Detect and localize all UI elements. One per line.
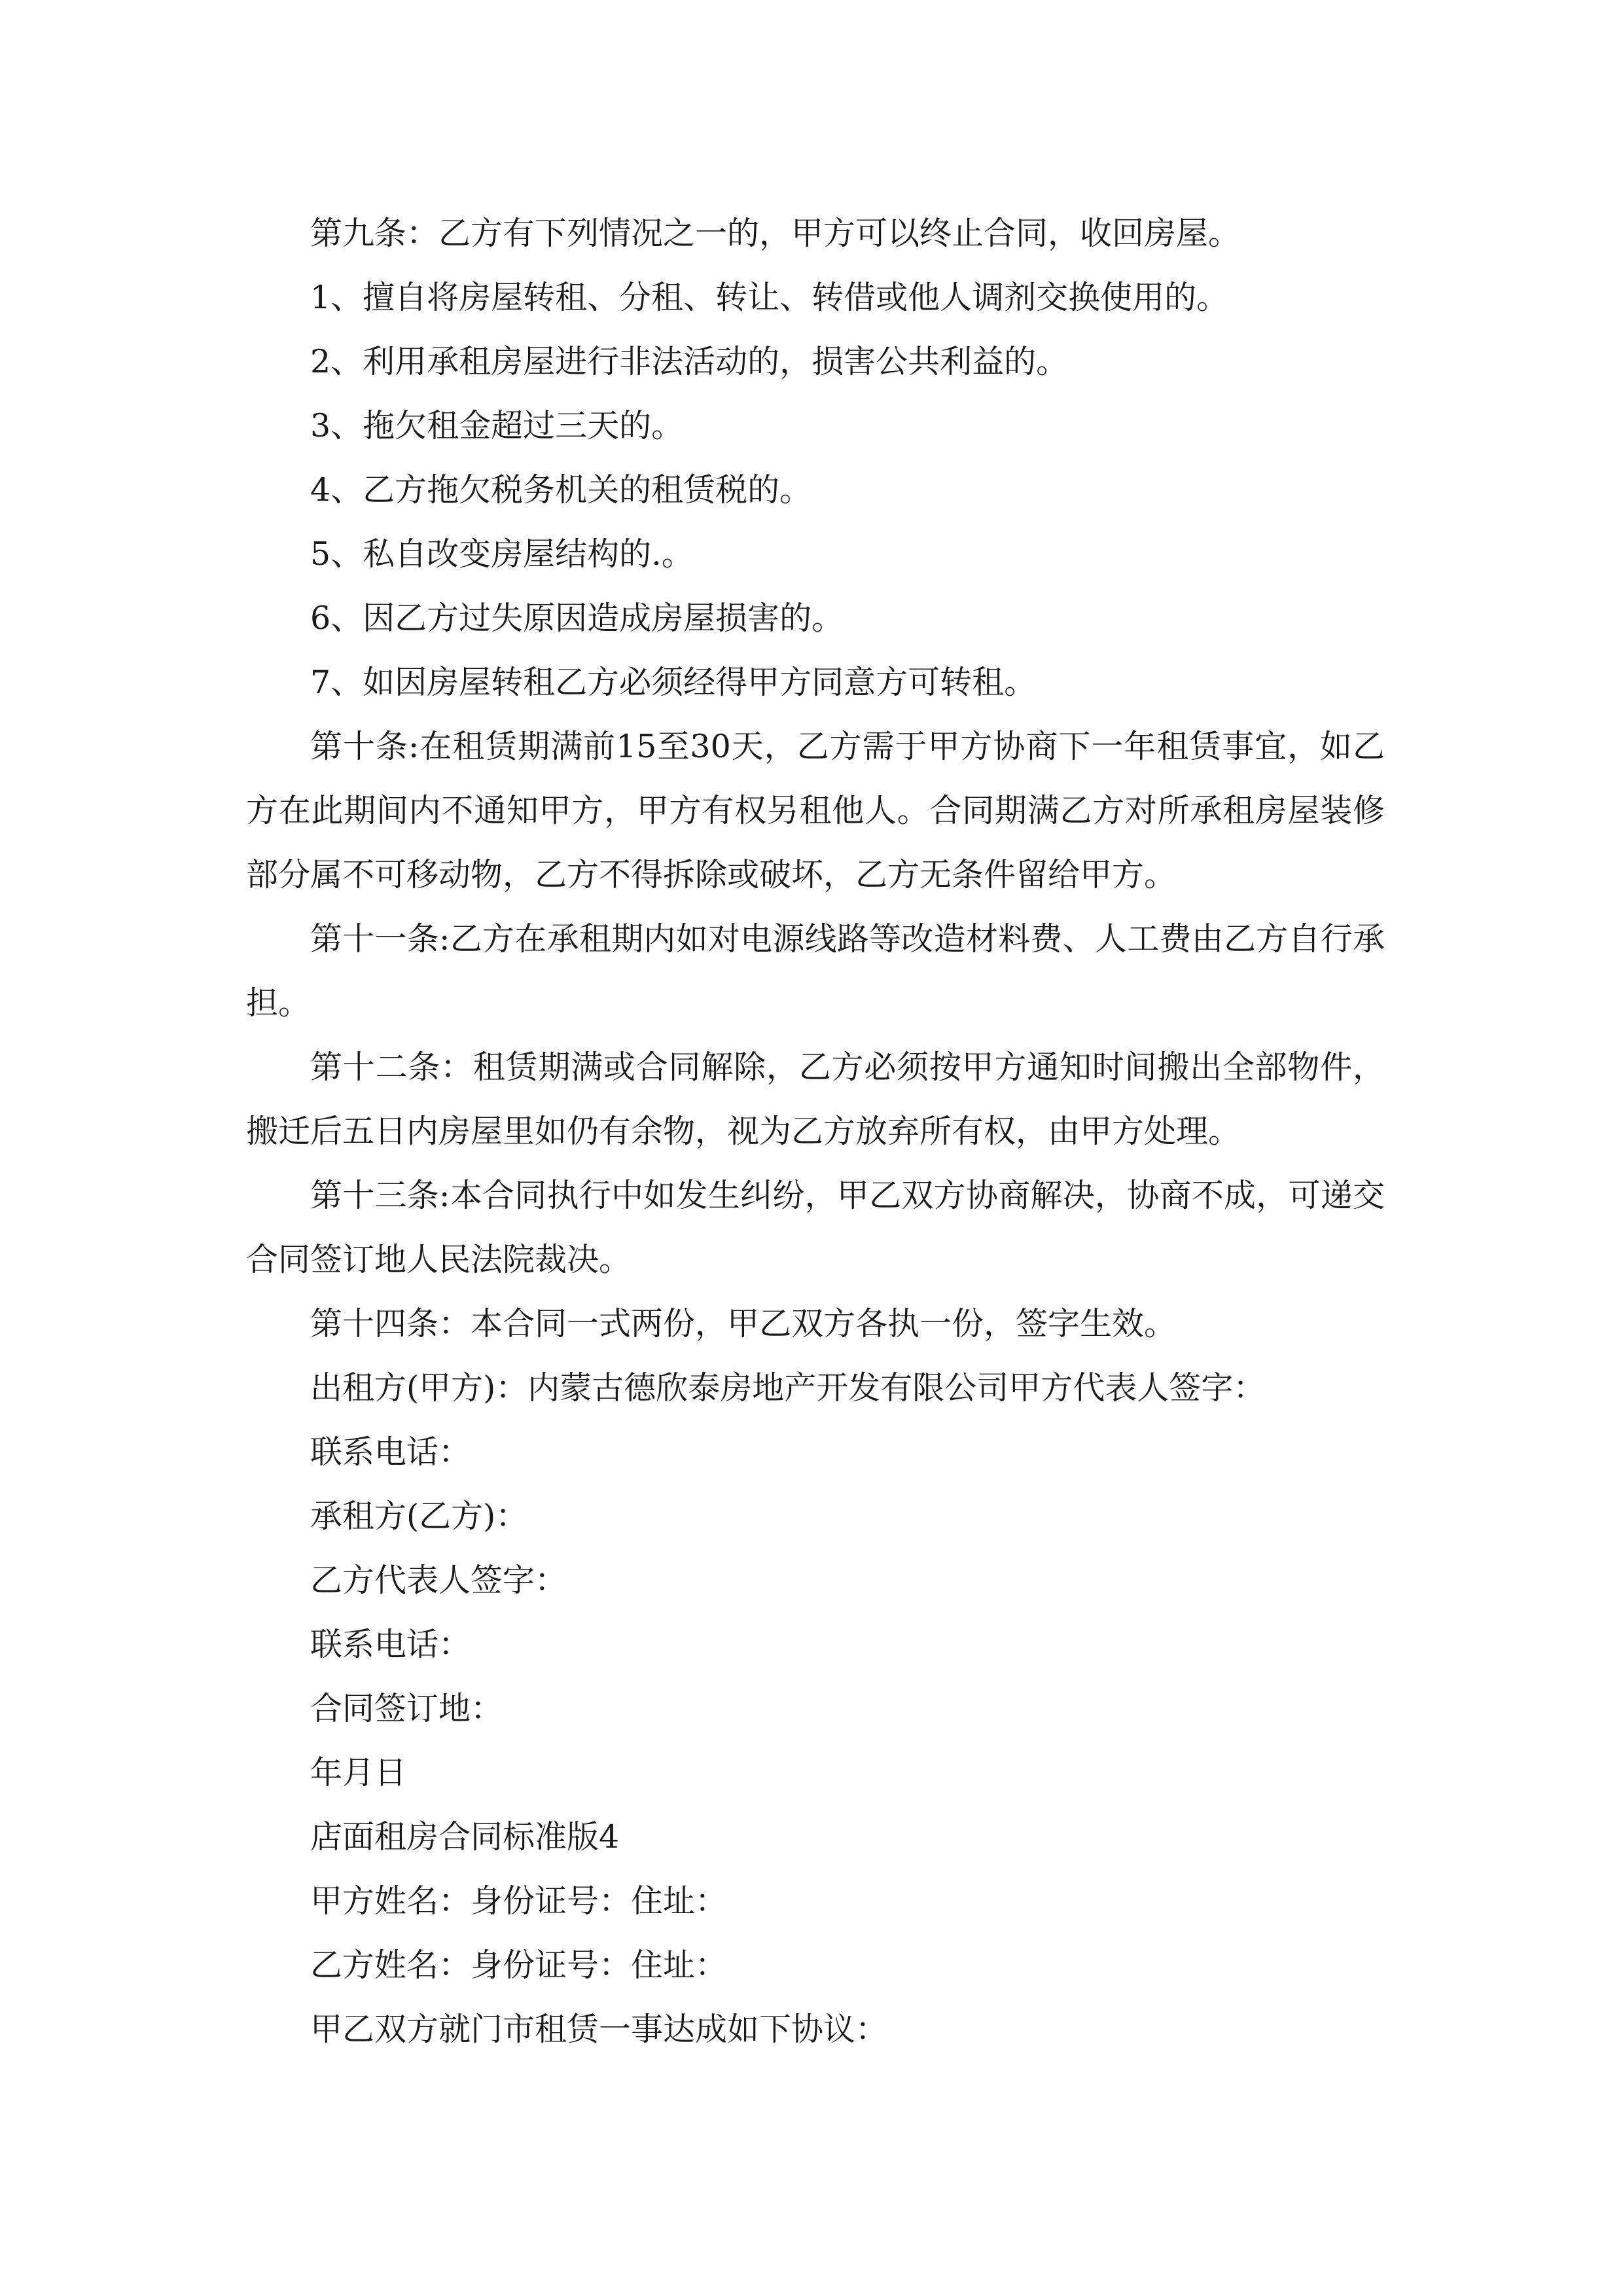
clause-11: 第十一条:乙方在承租期内如对电源线路等改造材料费、人工费由乙方自行承担。	[246, 920, 1385, 1022]
clause-9-item-3: 3、拖欠租金超过三天的。	[310, 407, 684, 444]
clause-14: 第十四条：本合同一式两份，甲乙双方各执一份，签字生效。	[310, 1305, 1177, 1342]
date-line: 年月日	[310, 1754, 407, 1791]
party-b-info-line: 乙方姓名：身份证号：住址：	[310, 1946, 728, 1984]
clause-9-heading: 第九条：乙方有下列情况之一的，甲方可以终止合同，收回房屋。	[310, 215, 1241, 252]
clause-9-item-7: 7、如因房屋转租乙方必须经得甲方同意方可转租。	[310, 664, 1037, 701]
clause-12: 第十二条：租赁期满或合同解除，乙方必须按甲方通知时间搬出全部物件，搬迁后五日内房屋里如仍有余物，视为乙方放弃所有权，由甲方处理。	[246, 1049, 1385, 1150]
clause-10: 第十条:在租赁期满前15至30天，乙方需于甲方协商下一年租赁事宜，如乙方在此期间内不通知甲方，甲方有权另租他人。合同期满乙方对所承租房屋装修部分属不可移动物，乙方不得拆除或破坏，乙方无条件留给甲方。	[246, 728, 1385, 893]
clause-9-item-6: 6、因乙方过失原因造成房屋损害的。	[310, 600, 844, 637]
clause-9-item-5: 5、私自改变房屋结构的.。	[310, 535, 694, 573]
clause-9-item-4: 4、乙方拖欠税务机关的租赁税的。	[310, 471, 812, 509]
lessee-phone-line: 联系电话：	[310, 1626, 471, 1663]
lessee-line: 承租方(乙方)：	[310, 1498, 528, 1535]
lessee-signature-line: 乙方代表人签字：	[310, 1562, 567, 1599]
party-a-info-line: 甲方姓名：身份证号：住址：	[310, 1882, 728, 1920]
contract-4-title: 店面租房合同标准版4	[310, 1818, 620, 1856]
lessor-line: 出租方(甲方)：内蒙古德欣泰房地产开发有限公司甲方代表人签字：	[310, 1369, 1266, 1407]
contract-body	[246, 202, 1385, 2062]
clause-13: 第十三条:本合同执行中如发生纠纷，甲乙双方协商解决，协商不成，可递交合同签订地人民法院裁决。	[246, 1177, 1385, 1278]
lessor-phone-line: 联系电话：	[310, 1433, 471, 1471]
clause-9-item-1: 1、擅自将房屋转租、分租、转让、转借或他人调剂交换使用的。	[310, 279, 1229, 316]
agreement-intro-line: 甲乙双方就门市租赁一事达成如下协议：	[310, 2011, 888, 2048]
clause-9-item-2: 2、利用承租房屋进行非法活动的，损害公共利益的。	[310, 343, 1069, 380]
signing-place-line: 合同签订地：	[310, 1690, 503, 1727]
